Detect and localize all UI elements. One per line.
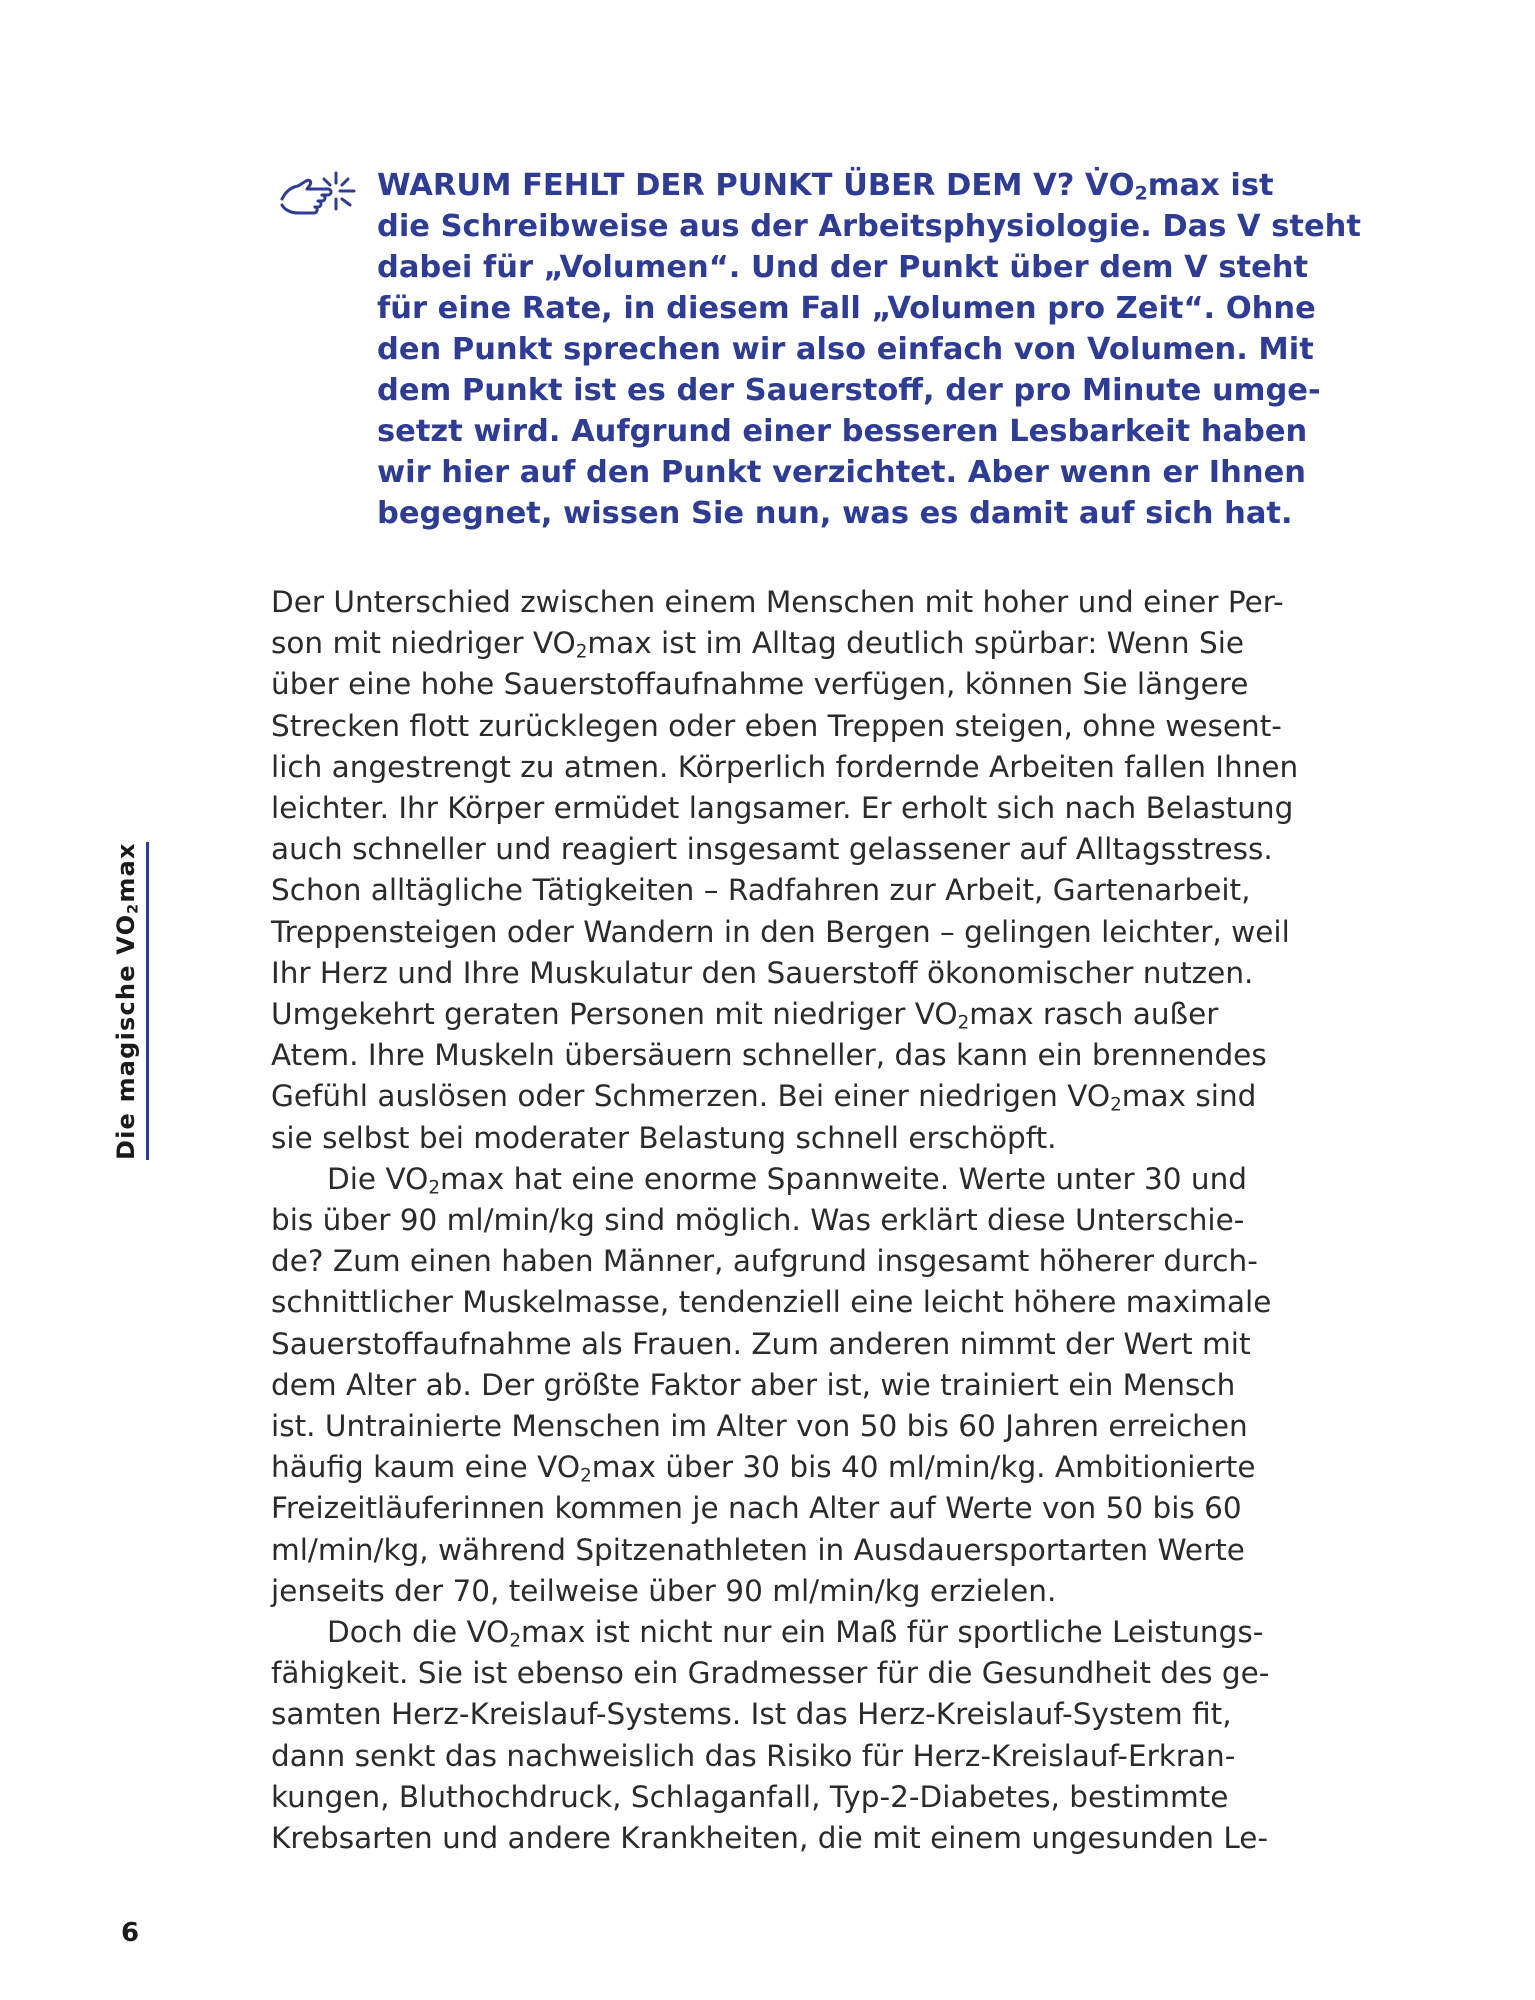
body-line-text: häufig kaum eine VO	[271, 1450, 581, 1485]
body-line	[271, 1653, 1271, 1694]
tip-line	[377, 452, 1306, 493]
tip-line	[377, 206, 1361, 247]
body-line-text: Ihr Herz und Ihre Muskulatur den Sauerstoff ökonomischer nutzen.	[271, 955, 1254, 990]
body-line	[271, 623, 1271, 664]
body-subscript: 2	[957, 1012, 970, 1034]
body-line	[271, 1488, 1271, 1529]
body-line-text: jenseits der 70, teilweise über 90 ml/min/kg erzielen.	[271, 1573, 1057, 1608]
running-head-sub: 2	[125, 902, 142, 914]
tip-line-text: dem Punkt ist es der Sauerstoff, der pro Minute umge-	[377, 373, 1321, 408]
body-line-text: bis über 90 ml/min/kg sind möglich. Was erklärt diese Unterschie-	[271, 1203, 1245, 1238]
tip-line	[377, 329, 1314, 370]
body-line-text: Die VO	[327, 1161, 429, 1196]
body-line-text: Freizeitläuferinnen kommen je nach Alter auf Werte von 50 bis 60	[271, 1491, 1242, 1526]
tip-line-text: dabei für „Volumen“. Und der Punkt über dem V steht	[377, 250, 1309, 285]
body-line-text: über eine hohe Sauerstoffaufnahme verfügen, können Sie längere	[271, 667, 1249, 702]
body-line-text-rest: max hat eine enorme Spannweite. Werte unter 30 und	[439, 1161, 1247, 1196]
body-line-text: Der Unterschied zwischen einem Menschen mit hoher und einer Per-	[271, 585, 1284, 619]
tip-line-text: die Schreibweise aus der Arbeitsphysiologie. Das V steht	[377, 209, 1361, 244]
body-line-text: auch schneller und reagiert insgesamt gelassener auf Alltagsstress.	[271, 832, 1273, 867]
body-line	[271, 1324, 1271, 1365]
body-line	[271, 1612, 1271, 1653]
body-line-text: lich angestrengt zu atmen. Körperlich fordernde Arbeiten fallen Ihnen	[271, 749, 1299, 784]
tip-line-text: setzt wird. Aufgrund einer besseren Lesbarkeit haben	[377, 414, 1308, 449]
body-line	[271, 1406, 1271, 1447]
body-line	[271, 1571, 1271, 1612]
body-line	[271, 1447, 1271, 1488]
body-line-text: sie selbst bei moderater Belastung schnell erschöpft.	[271, 1120, 1057, 1155]
body-line	[271, 1530, 1271, 1571]
body-line-text: samten Herz-Kreislauf-Systems. Ist das Herz-Kreislauf-System fit,	[271, 1697, 1232, 1732]
body-line	[271, 1241, 1271, 1282]
body-line-text: Umgekehrt geraten Personen mit niedriger VO	[271, 997, 958, 1032]
body-line	[271, 1035, 1271, 1076]
body-line	[271, 870, 1271, 911]
body-line-text: Krebsarten und andere Krankheiten, die mit einem ungesunden Le-	[271, 1821, 1269, 1856]
body-line-text-rest: max sind	[1121, 1079, 1257, 1114]
body-line	[271, 1200, 1271, 1241]
body-line	[271, 1694, 1271, 1735]
pointing-hand-icon	[280, 169, 360, 229]
tip-line	[377, 493, 1293, 534]
body-line-text: Sauerstoffaufnahme als Frauen. Zum anderen nimmt der Wert mit	[271, 1326, 1251, 1361]
body-line-text: Gefühl auslösen oder Schmerzen. Bei einer niedrigen VO	[271, 1079, 1111, 1114]
body-subscript: 2	[575, 641, 588, 663]
tip-line-text-rest: max ist	[1147, 168, 1274, 203]
body-line	[271, 664, 1271, 705]
page-number: 6	[121, 1918, 140, 1948]
body-line-text: Doch die VO	[327, 1615, 510, 1650]
body-line	[271, 1076, 1271, 1117]
body-line-text: fähigkeit. Sie ist ebenso ein Gradmesser für die Gesundheit des ge-	[271, 1656, 1270, 1691]
body-line-text: kungen, Bluthochdruck, Schlaganfall, Typ-2-Diabetes, bestimmte	[271, 1779, 1229, 1814]
body-line	[271, 706, 1282, 747]
tip-line	[377, 247, 1309, 288]
tip-subscript: 2	[1134, 182, 1148, 205]
body-line	[271, 1777, 1271, 1818]
body-line-text: Schon alltägliche Tätigkeiten – Radfahren zur Arbeit, Gartenarbeit,	[271, 873, 1251, 908]
body-line-text: dem Alter ab. Der größte Faktor aber ist, wie trainiert ein Mensch	[271, 1367, 1236, 1402]
body-line-text-rest: max über 30 bis 40 ml/min/kg. Ambitionierte	[591, 1450, 1256, 1485]
body-line-text: Treppensteigen oder Wandern in den Bergen – gelingen leichter, weil	[271, 914, 1290, 949]
body-subscript: 2	[1110, 1095, 1122, 1116]
body-line	[271, 829, 1271, 870]
body-text	[271, 582, 1299, 1859]
body-line	[271, 1282, 1271, 1323]
body-subscript: 2	[509, 1630, 522, 1652]
body-line-text: son mit niedriger VO	[271, 626, 576, 661]
body-line-text: schnittlicher Muskelmasse, tendenziell eine leicht höhere maximale	[271, 1285, 1272, 1320]
body-line-text-rest: max rasch außer	[969, 997, 1219, 1032]
body-line-text: Strecken flott zurücklegen oder eben Treppen steigen, ohne wesent-	[271, 708, 1282, 743]
body-line-text: dann senkt das nachweislich das Risiko für Herz-Kreislauf-Erkran-	[271, 1738, 1236, 1773]
tip-line	[377, 370, 1321, 411]
tip-line	[377, 165, 1277, 206]
tip-line-text: begegnet, wissen Sie nun, was es damit auf sich hat.	[377, 496, 1293, 531]
body-line	[271, 994, 1271, 1035]
body-line	[271, 582, 1284, 623]
running-head	[112, 842, 149, 1160]
body-line	[271, 1736, 1271, 1777]
tip-line	[377, 411, 1308, 452]
body-line	[271, 1365, 1271, 1406]
tip-line	[377, 288, 1316, 329]
tip-line-text: für eine Rate, in diesem Fall „Volumen pro Zeit“. Ohne	[377, 291, 1316, 326]
body-line-text: ml/min/kg, während Spitzenathleten in Ausdauersportarten Werte	[271, 1532, 1245, 1567]
body-line	[271, 912, 1290, 953]
body-line-text: leichter. Ihr Körper ermüdet langsamer. Er erholt sich nach Belastung	[271, 791, 1294, 826]
body-line	[271, 1818, 1271, 1859]
body-line-text: ist. Untrainierte Menschen im Alter von 50 bis 60 Jahren erreichen	[271, 1409, 1248, 1444]
body-line-text-rest: max ist im Alltag deutlich spürbar: Wenn Sie	[587, 626, 1245, 661]
body-line	[271, 953, 1271, 994]
body-line-text: de? Zum einen haben Männer, aufgrund insgesamt höherer durch-	[271, 1244, 1258, 1279]
body-subscript: 2	[428, 1177, 440, 1199]
body-line	[271, 747, 1299, 788]
body-line	[271, 1159, 1271, 1200]
info-box-text	[377, 165, 1361, 534]
tip-line-text: WARUM FEHLT DER PUNKT ÜBER DEM V? V̇O	[377, 168, 1135, 203]
running-head-prefix: Die magische VO	[112, 913, 140, 1160]
body-line	[271, 788, 1294, 829]
body-line-text: Atem. Ihre Muskeln übersäuern schneller, das kann ein brennendes	[271, 1038, 1267, 1073]
body-line-text-rest: max ist nicht nur ein Maß für sportliche Leistungs-	[521, 1615, 1264, 1650]
tip-line-text: den Punkt sprechen wir also einfach von Volumen. Mit	[377, 332, 1314, 367]
body-line	[271, 1118, 1271, 1159]
body-subscript: 2	[580, 1465, 592, 1487]
tip-line-text: wir hier auf den Punkt verzichtet. Aber wenn er Ihnen	[377, 455, 1306, 490]
running-head-suffix: max	[112, 842, 140, 903]
